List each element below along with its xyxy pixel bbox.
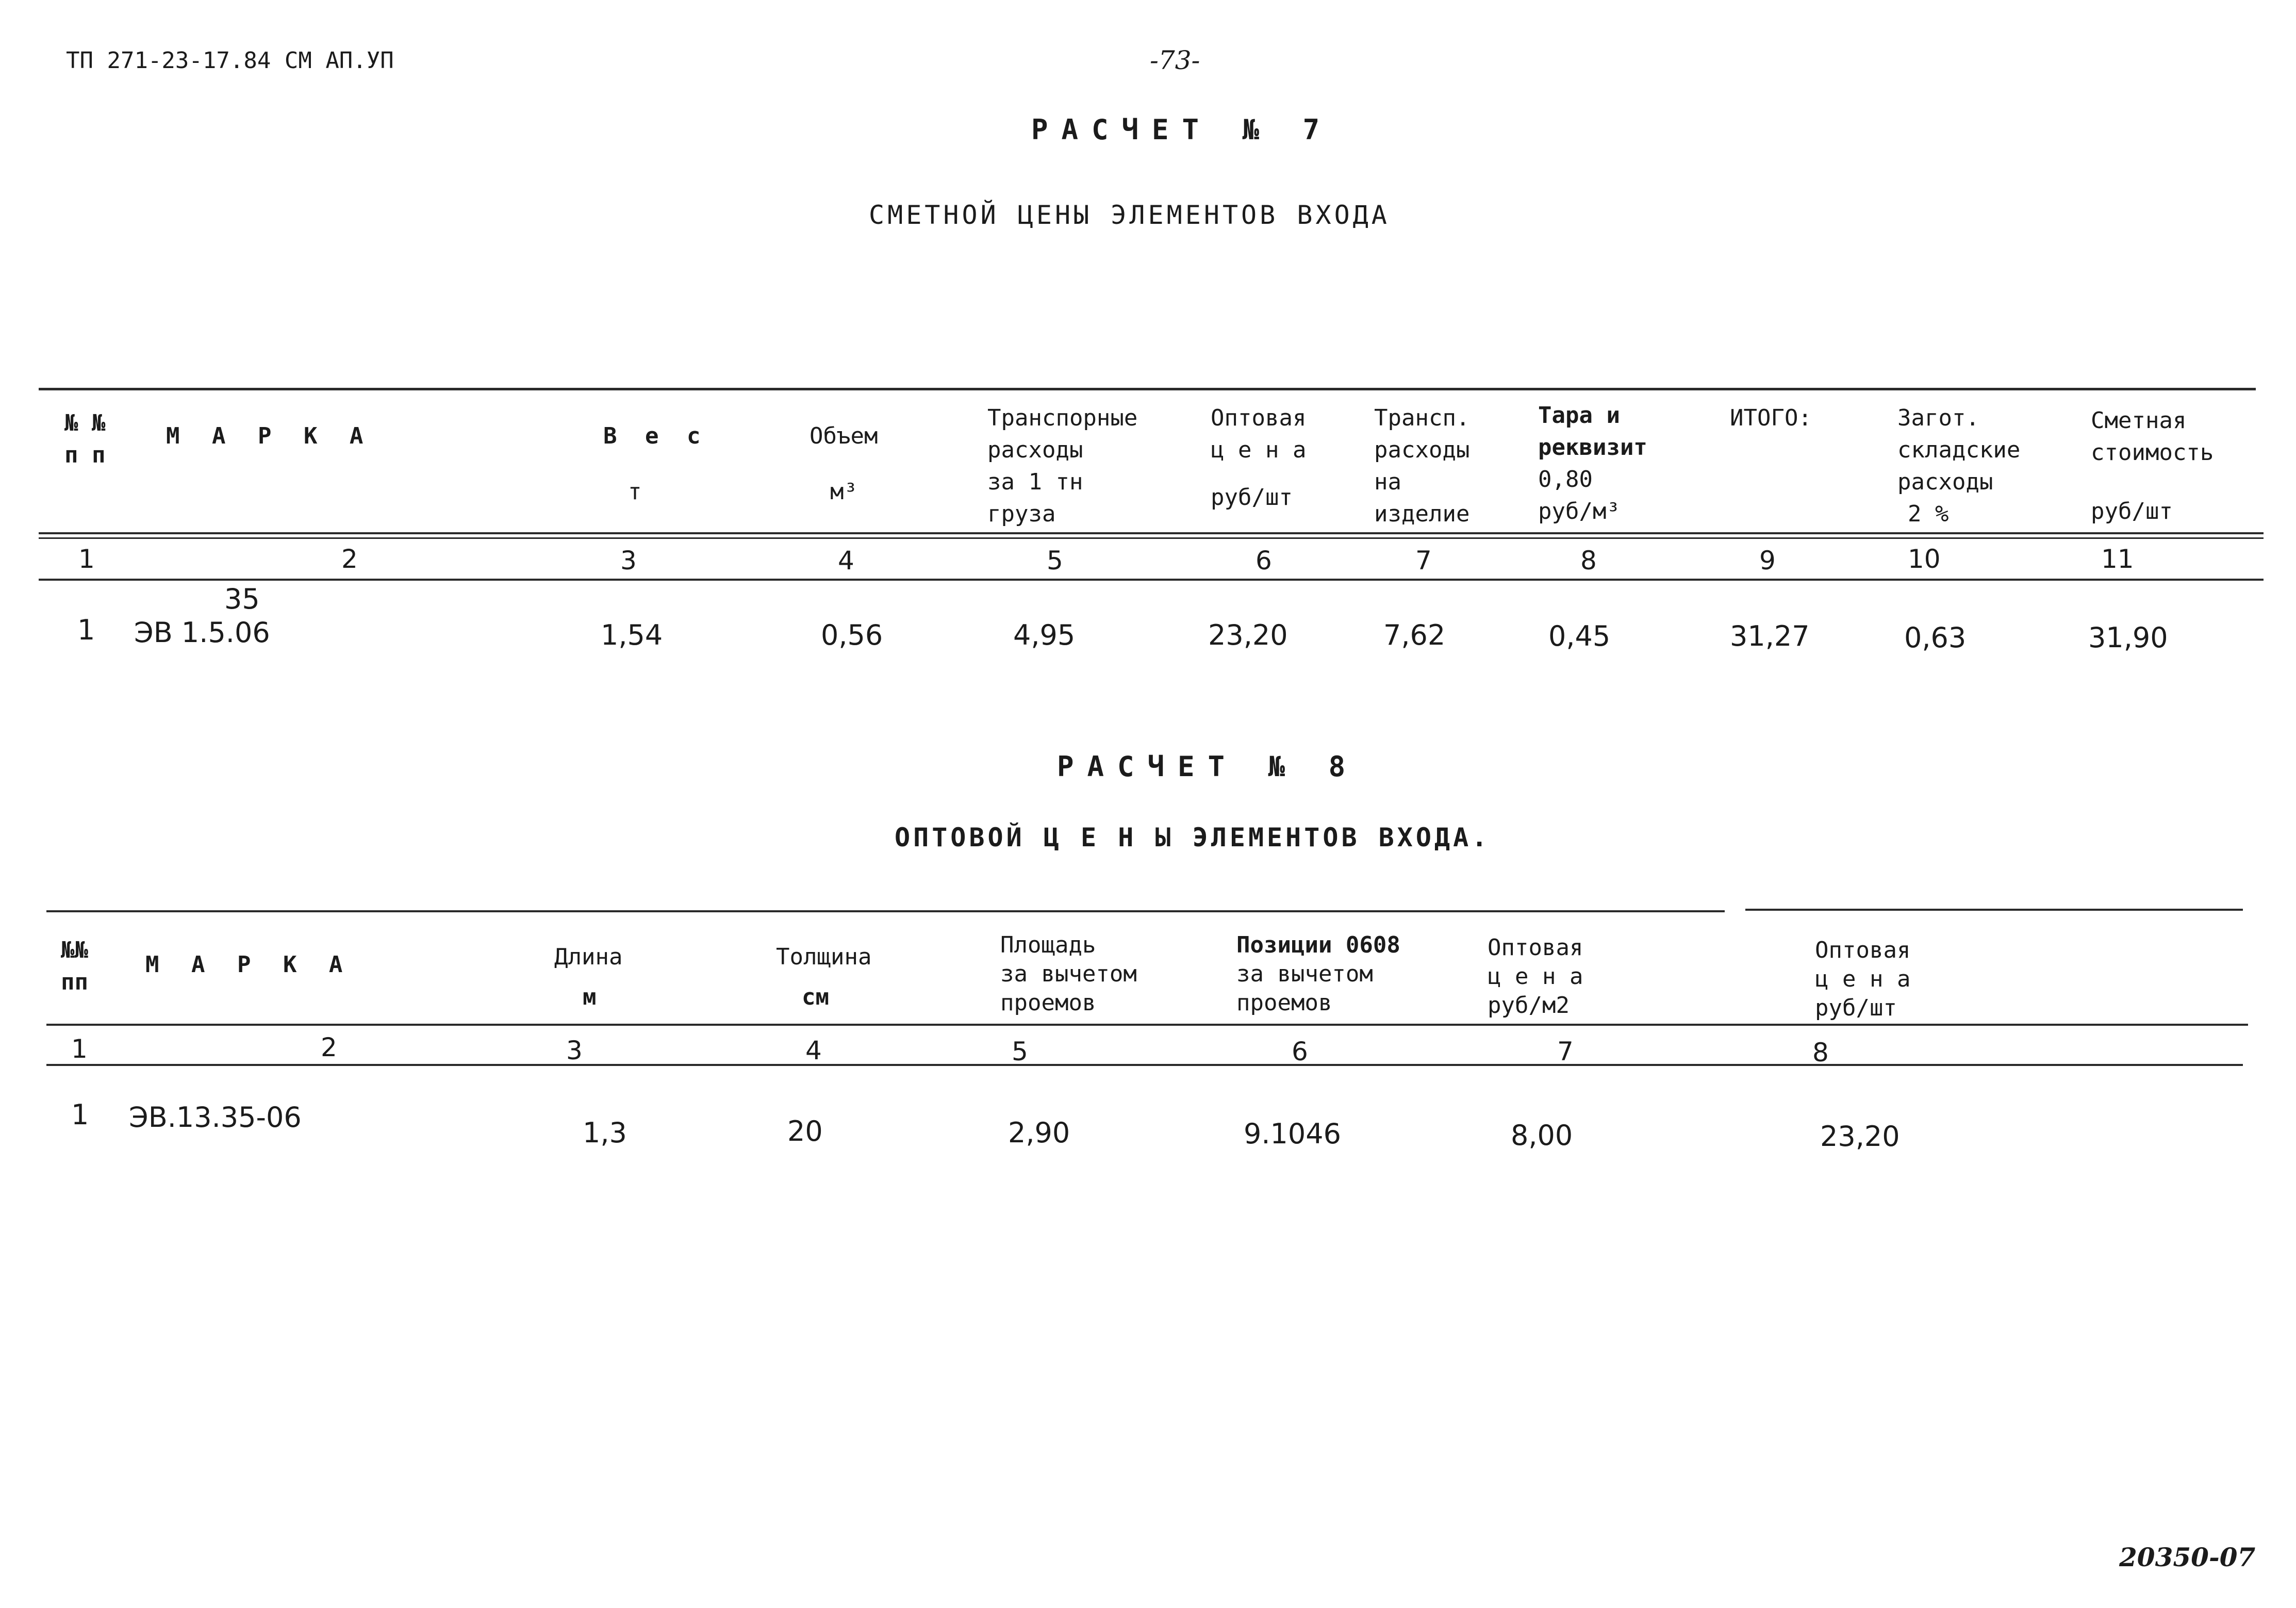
calc8-colnum-3: 3 bbox=[566, 1036, 583, 1065]
calc8-row-position: 9.1046 bbox=[1244, 1118, 1341, 1150]
calc7-col-9: ИТОГО: bbox=[1730, 405, 1812, 431]
calc7-colnum-10: 10 bbox=[1908, 544, 1941, 574]
calc8-col-4: Толщина см bbox=[776, 944, 872, 1010]
calc7-colnum-11: 11 bbox=[2101, 544, 2134, 574]
calc8-colnum-4: 4 bbox=[805, 1036, 822, 1065]
calc8-col-8: Оптовая ц е н а руб/шт bbox=[1815, 937, 1911, 1021]
calc7-col-2: М А Р К А bbox=[166, 423, 373, 449]
calc7-row-packaging: 0,45 bbox=[1548, 620, 1611, 652]
calc8-colnum-2: 2 bbox=[321, 1032, 337, 1062]
calc7-row-transport-per-t: 4,95 bbox=[1013, 619, 1076, 651]
calc7-colnum-6: 6 bbox=[1256, 546, 1272, 576]
calc8-title: РАСЧЕТ № 8 bbox=[1057, 750, 1359, 783]
calc8-top-rule-a bbox=[46, 910, 1725, 912]
document-code: ТП 271-23-17.84 СМ АП.УП bbox=[66, 47, 394, 74]
calc7-row-mark-super: 35 bbox=[224, 583, 260, 615]
calc8-col-7: Оптовая ц е н а руб/м2 bbox=[1488, 934, 1583, 1019]
calc7-row-no: 1 bbox=[77, 614, 95, 646]
calc7-subtitle: СМЕТНОЙ ЦЕНЫ ЭЛЕМЕНТОВ ВХОДА bbox=[869, 200, 1390, 230]
calc7-top-rule bbox=[39, 388, 2256, 390]
calc7-colnum-5: 5 bbox=[1047, 546, 1063, 576]
calc8-top-rule-b bbox=[1745, 909, 2243, 911]
calc8-colnum-5: 5 bbox=[1012, 1037, 1028, 1066]
calc7-col-4: Объем м³ bbox=[810, 423, 878, 505]
calc7-header-rule bbox=[39, 532, 2264, 534]
calc8-col-5: Площадь за вычетом проемов bbox=[1000, 932, 1137, 1016]
calc7-colnum-1: 1 bbox=[78, 544, 95, 574]
calc7-row-volume: 0,56 bbox=[821, 619, 883, 651]
calc7-col-11: Сметная стоимость руб/шт bbox=[2091, 407, 2214, 524]
calc8-header-rule bbox=[46, 1024, 2248, 1026]
calc7-colnum-7: 7 bbox=[1415, 546, 1432, 576]
calc7-col-7: Трансп. расходы на изделие bbox=[1374, 405, 1470, 527]
calc8-colnum-1: 1 bbox=[71, 1034, 88, 1064]
calc7-col-1: № № п п bbox=[64, 410, 106, 468]
calc7-row-total: 31,27 bbox=[1730, 620, 1810, 652]
calc7-col-5: Транспорные расходы за 1 тн груза bbox=[987, 405, 1138, 527]
calc8-row-price-pc: 23,20 bbox=[1820, 1120, 1900, 1153]
calc8-col-1: №№ пп bbox=[61, 937, 88, 995]
calc7-colnum-3: 3 bbox=[620, 546, 637, 576]
calc8-row-price-m2: 8,00 bbox=[1511, 1119, 1573, 1152]
calc7-colnum-4: 4 bbox=[838, 546, 854, 576]
calc7-row-weight: 1,54 bbox=[601, 619, 663, 651]
calc8-row-no: 1 bbox=[71, 1098, 89, 1131]
calc8-colnum-6: 6 bbox=[1292, 1037, 1308, 1066]
calc7-colnum-8: 8 bbox=[1580, 546, 1597, 576]
calc8-col-2: М А Р К А bbox=[145, 951, 352, 978]
calc8-numbers-rule bbox=[46, 1064, 2243, 1066]
calc7-col-8: Тара и реквизит 0,80 руб/м³ bbox=[1538, 402, 1647, 524]
calc8-col-3: Длина м bbox=[554, 944, 623, 1010]
calc8-row-area: 2,90 bbox=[1008, 1117, 1070, 1149]
calc8-colnum-7: 7 bbox=[1557, 1037, 1574, 1066]
calc7-col-3: В е с т bbox=[603, 423, 708, 505]
calc8-col-6: Позиции 0608 за вычетом проемов bbox=[1236, 932, 1400, 1016]
calc7-title: РАСЧЕТ № 7 bbox=[1031, 113, 1333, 146]
calc8-row-mark: ЭВ.13.35-06 bbox=[129, 1101, 302, 1134]
calc7-colnum-2: 2 bbox=[341, 544, 358, 574]
calc7-row-transport-per-item: 7,62 bbox=[1383, 619, 1446, 651]
calc8-colnum-8: 8 bbox=[1812, 1038, 1829, 1068]
calc8-subtitle: ОПТОВОЙ Ц Е Н Ы ЭЛЕМЕНТОВ ВХОДА. bbox=[895, 823, 1491, 852]
calc8-row-thickness: 20 bbox=[787, 1115, 823, 1147]
calc7-header-rule-2 bbox=[39, 537, 2264, 539]
calc7-row-mark: ЭВ 1.5.06 bbox=[134, 616, 270, 649]
calc7-row-estimate-cost: 31,90 bbox=[2088, 621, 2168, 654]
calc7-colnum-9: 9 bbox=[1759, 546, 1776, 576]
calc7-col-6: Оптовая ц е н а руб/шт bbox=[1211, 405, 1307, 511]
page-number: -73- bbox=[1150, 45, 1200, 75]
calc7-numbers-rule bbox=[39, 579, 2264, 581]
archive-stamp: 20350-07 bbox=[2119, 1542, 2256, 1572]
calc8-row-length: 1,3 bbox=[583, 1117, 627, 1149]
calc7-row-storage: 0,63 bbox=[1904, 621, 1967, 654]
calc7-row-wholesale-price: 23,20 bbox=[1208, 619, 1288, 651]
calc7-col-10: Загот. складские расходы 2 % bbox=[1897, 405, 2021, 527]
